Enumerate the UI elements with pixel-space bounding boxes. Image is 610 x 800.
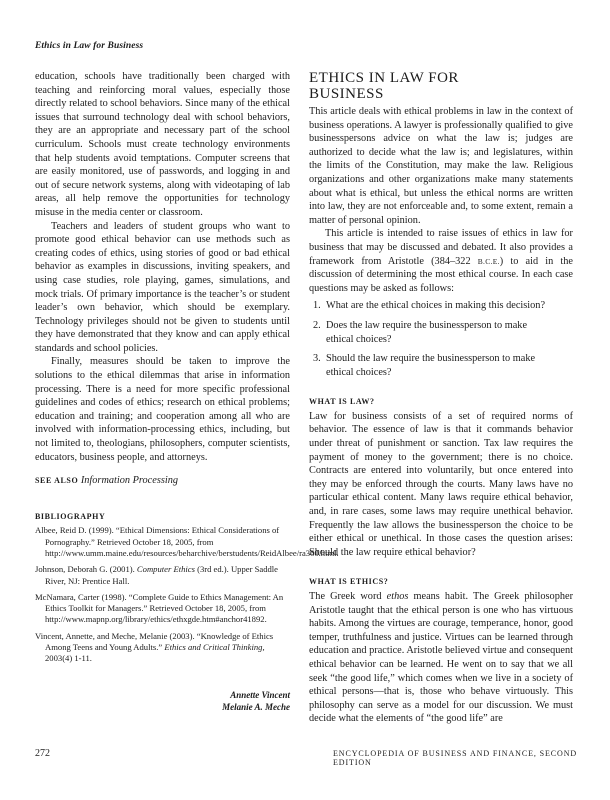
- question-item: [309, 319, 573, 346]
- section-heading-law: WHAT IS LAW?: [309, 397, 375, 407]
- text-run: means habit. The Greek philosopher Aristotle taught that the ethical person is one who has virtuous habits. Among the virtues are courage, temperance, honor, good temper, truthfulness and justice. Virtues can be learned through education and practice. Aristotle believed virtue and consequent ethical behavior can be learned. He went on to say that we all seek “the good life,” which comes when we live in a society of ethical persons—that is, those who behave virtuously. This philosophy can serve as a model for our discussion. We must decide what the elements of “the good life” are: [309, 591, 573, 725]
- bibliography-entry: [35, 564, 290, 587]
- text-run: ) to aid in the discussion of determining the most ethical course. In each case questions may be asked as follows:: [309, 255, 573, 294]
- running-head: Ethics in Law for Business: [35, 41, 144, 51]
- question-text: Does the law require the businessperson to make ethical choices?: [326, 319, 528, 345]
- question-number: 3.: [313, 353, 321, 365]
- question-number: 1.: [313, 300, 321, 312]
- text-run: This article is intended to raise issues of ethics in law for business that may be discussed and debated. It also provides a framework from Aristotle (384–322: [309, 228, 573, 267]
- question-item: [309, 299, 573, 313]
- bib-text: Johnson, Deborah G. (2001).: [35, 564, 137, 575]
- see-also-label: SEE ALSO: [35, 476, 79, 486]
- question-text: Should the law require the businessperson to make ethical choices?: [326, 353, 536, 378]
- era-abbreviation: B.C.E.: [477, 256, 500, 266]
- bibliography-heading: BIBLIOGRAPHY: [35, 511, 106, 521]
- bibliography-list: [35, 525, 339, 664]
- bib-title: Ethics and Critical Thinking,: [164, 642, 265, 653]
- left-column: [35, 70, 339, 713]
- article-title: [309, 70, 573, 102]
- article-authors: [35, 689, 290, 713]
- paragraph: This article deals with ethical problems in law in the context of business operations. A lawyer is professionally qualified to give businesspersons advice on what the law is; judges are authorized to decide what the law is; and legislatures, within the limits of the Constitution, may make the law. Religious organizations and other organizations make many statements about what is ethical, but unless the ethical norms are written into law, they are not enforceable and, to some extent, remain a matter of personal opinion.: [309, 106, 573, 226]
- bibliography-entry: [35, 525, 339, 559]
- paragraph: [309, 227, 573, 295]
- bib-rest: 2003(4) 1-11.: [45, 653, 92, 664]
- bib-title: Computer Ethics: [136, 564, 195, 575]
- paragraph: education, schools have traditionally been charged with teaching and reinforcing moral values, especially those directly related to school behaviors. Since many of the ethical issues that surround technology deal with school behaviors, they are an appropriate and necessary part of the school curriculum. Schools must create technology environments that help students avoid temptations. Computer screens that are easily monitored, use of passwords, and logging in and out of secure network systems, along with videotaping of lab areas, all help remove the opportunities for technology misuse in the media center or classroom.: [35, 71, 290, 218]
- see-also-link[interactable]: Information Processing: [80, 475, 178, 487]
- bibliography-entry: [35, 592, 290, 626]
- book-title-footer: ENCYCLOPEDIA OF BUSINESS AND FINANCE, SECOND EDITION: [333, 749, 578, 767]
- right-column: [309, 70, 573, 726]
- bib-text: Vincent, Annette, and Meche, Melanie (2003). “Knowledge of Ethics Among Teens and Young Adults.”: [35, 630, 274, 653]
- title-line: ETHICS IN LAW FOR: [309, 70, 459, 86]
- question-text: What are the ethical choices in making this decision?: [326, 300, 546, 312]
- text-run: The Greek word: [309, 591, 387, 602]
- author-name: Melanie A. Meche: [222, 701, 290, 712]
- author-name: Annette Vincent: [230, 689, 290, 700]
- page-number: 272: [35, 748, 50, 759]
- paragraph: Finally, measures should be taken to improve the solutions to the ethical dilemmas that arise in information processing. There is a need for more specific professional guidelines and codes of ethics; research on ethical problems; education and training; and cooperation among all who are involved with information-processing ethics, including, but not limited to, theologians, philosophers, computer scientists, educators, business people, and attorneys.: [35, 356, 290, 463]
- bib-text: McNamara, Carter (1998). “Complete Guide to Ethics Management: An Ethics Toolkit for Managers.” Retrieved October 18, 2005, from http://www.mapnp.org/library/ethics/ethxgde.htm#anchor41892.: [35, 591, 284, 625]
- bib-text: Albee, Reid D. (1999). “Ethical Dimensions: Ethical Considerations of Pornography.” Retrieved October 18, 2005, from http://www.umm.maine.edu/resources/beharchive/berstudents/ReidAlbee/ra360.html.: [35, 525, 339, 558]
- question-number: 2.: [313, 319, 321, 331]
- bibliography-entry: [35, 631, 290, 665]
- bib-rest: (3rd ed.). Upper Saddle River, NJ: Prentice Hall.: [45, 564, 278, 586]
- see-also: [35, 474, 290, 488]
- question-item: [309, 352, 573, 379]
- section-heading-ethics: WHAT IS ETHICS?: [309, 577, 389, 587]
- paragraph: Teachers and leaders of student groups who want to promote good ethical behavior can use methods such as creating codes of ethics, using stories of good or bad ethical behavior as examples in discussions, inviting speakers, and using case studies, role playing, games, simulations, and mock trials. Of primary importance is the teacher’s or student leader’s own behavior, which should be exemplary. Technology privileges should not be given to students until they have demonstrated that they know and can apply ethical standards and school policies.: [35, 220, 290, 354]
- question-list: [309, 299, 573, 379]
- greek-term: ethos: [386, 591, 409, 602]
- title-line: BUSINESS: [309, 86, 384, 102]
- paragraph: [309, 590, 573, 726]
- paragraph: Law for business consists of a set of required norms of behavior. The essence of law is that it commands behavior under threat of punishment or sanction. Tax law requires the payment of money to the government; there is no choice. Contracts are entered into voluntarily, but once entered into they may be enforced through the courts. Many laws have no particular ethical content. Many laws require ethical behavior, and, in rare cases, some laws may require unethical behavior. Frequently the law allows the businessperson the choice to be either ethical or unethical. In those cases the question arises: Should the law require ethical behavior?: [309, 410, 573, 558]
